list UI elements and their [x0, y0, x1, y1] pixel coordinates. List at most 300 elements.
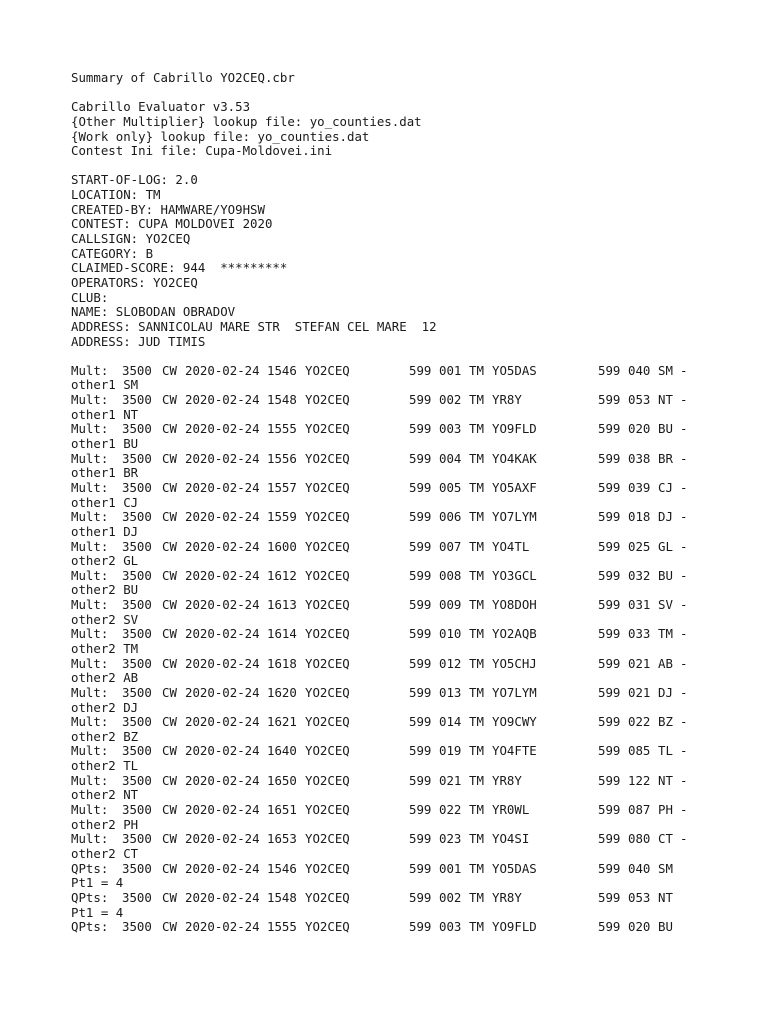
qso-detail: other2 BZ — [71, 728, 139, 744]
qso-detail: other1 NT — [71, 406, 139, 422]
qso-time: 1651 — [267, 802, 297, 818]
qso-time: 1548 — [267, 889, 297, 905]
sent-county: TM — [469, 626, 484, 642]
sent-rst: 599 — [409, 802, 432, 818]
entry-label: Mult: — [71, 538, 109, 554]
sent-call: YO2CEQ — [305, 919, 350, 935]
received-rst: 599 — [598, 450, 621, 466]
qso-row — [71, 481, 751, 496]
header-line: CATEGORY: B — [71, 245, 154, 261]
received-county: NT — [658, 772, 673, 788]
qso-row — [71, 920, 751, 935]
header-line: LOCATION: TM — [71, 187, 161, 203]
sent-county: TM — [469, 684, 484, 700]
separator-dash: - — [680, 743, 688, 759]
received-rst: 599 — [598, 509, 621, 525]
received-number: 033 — [628, 626, 651, 642]
received-county: DJ — [658, 684, 673, 700]
entry-label: Mult: — [71, 479, 109, 495]
qso-detail: other2 AB — [71, 670, 139, 686]
received-county: BU — [658, 919, 673, 935]
mode: CW — [162, 684, 177, 700]
sent-call: YO2CEQ — [305, 860, 350, 876]
sent-county: TM — [469, 479, 484, 495]
sent-call: YO2CEQ — [305, 684, 350, 700]
sent-call: YO2CEQ — [305, 655, 350, 671]
qso-detail: other1 BU — [71, 436, 139, 452]
frequency: 3500 — [122, 362, 152, 378]
received-number: 022 — [628, 714, 651, 730]
received-call: YO4TL — [492, 538, 530, 554]
received-rst: 599 — [598, 919, 621, 935]
qso-time: 1612 — [267, 567, 297, 583]
sent-rst: 599 — [409, 655, 432, 671]
separator-dash: - — [680, 392, 688, 408]
mode: CW — [162, 450, 177, 466]
mode: CW — [162, 743, 177, 759]
received-number: 080 — [628, 831, 651, 847]
sent-call: YO2CEQ — [305, 597, 350, 613]
sent-call: YO2CEQ — [305, 714, 350, 730]
qso-row — [71, 364, 751, 379]
received-rst: 599 — [598, 889, 621, 905]
entry-label: Mult: — [71, 684, 109, 700]
received-rst: 599 — [598, 802, 621, 818]
sent-county: TM — [469, 421, 484, 437]
received-call: YR8Y — [492, 392, 522, 408]
sent-rst: 599 — [409, 743, 432, 759]
qso-time: 1555 — [267, 421, 297, 437]
frequency: 3500 — [122, 655, 152, 671]
received-county: SV — [658, 597, 673, 613]
separator-dash: - — [680, 684, 688, 700]
header-line: NAME: SLOBODAN OBRADOV — [71, 304, 236, 320]
qso-row — [71, 627, 751, 642]
sent-number: 002 — [439, 889, 462, 905]
received-call: YO4FTE — [492, 743, 537, 759]
mode: CW — [162, 597, 177, 613]
spacer — [71, 349, 751, 364]
qso-time: 1600 — [267, 538, 297, 554]
sent-number: 003 — [439, 919, 462, 935]
qso-row — [71, 774, 751, 789]
qso-time: 1640 — [267, 743, 297, 759]
sent-call: YO2CEQ — [305, 831, 350, 847]
entry-label: Mult: — [71, 714, 109, 730]
received-call: YO8DOH — [492, 597, 537, 613]
sent-rst: 599 — [409, 362, 432, 378]
entry-label: QPts: — [71, 889, 109, 905]
received-rst: 599 — [598, 567, 621, 583]
mode: CW — [162, 714, 177, 730]
entry-label: Mult: — [71, 567, 109, 583]
sent-call: YO2CEQ — [305, 392, 350, 408]
header-line: START-OF-LOG: 2.0 — [71, 172, 198, 188]
frequency: 3500 — [122, 831, 152, 847]
mode: CW — [162, 538, 177, 554]
received-number: 020 — [628, 421, 651, 437]
header-line: OPERATORS: YO2CEQ — [71, 274, 198, 290]
spacer — [71, 159, 751, 174]
received-county: BZ — [658, 714, 673, 730]
qso-time: 1614 — [267, 626, 297, 642]
received-call: YO5AXF — [492, 479, 537, 495]
mode: CW — [162, 860, 177, 876]
frequency: 3500 — [122, 889, 152, 905]
frequency: 3500 — [122, 772, 152, 788]
qso-date: 2020-02-24 — [185, 392, 260, 408]
info-line: {Work only} lookup file: yo_counties.dat — [71, 128, 370, 144]
qso-row — [71, 422, 751, 437]
mode: CW — [162, 567, 177, 583]
header-line: CLUB: — [71, 289, 109, 305]
qso-detail: other2 TM — [71, 640, 139, 656]
separator-dash: - — [680, 567, 688, 583]
header-line: CONTEST: CUPA MOLDOVEI 2020 — [71, 216, 273, 232]
mode: CW — [162, 802, 177, 818]
qso-row — [71, 862, 751, 877]
received-call: YO5CHJ — [492, 655, 537, 671]
qso-detail: other2 CT — [71, 845, 139, 861]
qso-row — [71, 510, 751, 525]
separator-dash: - — [680, 509, 688, 525]
separator-dash: - — [680, 597, 688, 613]
frequency: 3500 — [122, 714, 152, 730]
qso-row — [71, 393, 751, 408]
separator-dash: - — [680, 421, 688, 437]
received-number: 031 — [628, 597, 651, 613]
header-line: ADDRESS: JUD TIMIS — [71, 333, 206, 349]
separator-dash: - — [680, 831, 688, 847]
qso-date: 2020-02-24 — [185, 743, 260, 759]
qso-time: 1621 — [267, 714, 297, 730]
entry-label: Mult: — [71, 831, 109, 847]
qso-row — [71, 657, 751, 672]
qso-time: 1546 — [267, 362, 297, 378]
received-call: YO5DAS — [492, 362, 537, 378]
mode: CW — [162, 392, 177, 408]
sent-county: TM — [469, 538, 484, 554]
received-county: AB — [658, 655, 673, 671]
evaluator-info — [71, 100, 751, 159]
sent-county: TM — [469, 743, 484, 759]
qso-row — [71, 540, 751, 555]
sent-rst: 599 — [409, 479, 432, 495]
entry-label: QPts: — [71, 860, 109, 876]
frequency: 3500 — [122, 860, 152, 876]
received-rst: 599 — [598, 714, 621, 730]
mode: CW — [162, 831, 177, 847]
received-county: SM — [658, 362, 673, 378]
sent-county: TM — [469, 772, 484, 788]
qso-row — [71, 569, 751, 584]
received-number: 053 — [628, 889, 651, 905]
header-line: CREATED-BY: HAMWARE/YO9HSW — [71, 201, 265, 217]
received-number: 122 — [628, 772, 651, 788]
sent-rst: 599 — [409, 860, 432, 876]
sent-county: TM — [469, 597, 484, 613]
entry-label: Mult: — [71, 802, 109, 818]
received-county: SM — [658, 860, 673, 876]
received-county: CJ — [658, 479, 673, 495]
entry-label: Mult: — [71, 743, 109, 759]
qso-time: 1620 — [267, 684, 297, 700]
sent-call: YO2CEQ — [305, 802, 350, 818]
qso-date: 2020-02-24 — [185, 362, 260, 378]
received-rst: 599 — [598, 362, 621, 378]
qso-date: 2020-02-24 — [185, 567, 260, 583]
entry-label: Mult: — [71, 772, 109, 788]
entry-label: Mult: — [71, 450, 109, 466]
received-rst: 599 — [598, 538, 621, 554]
qso-detail: other1 SM — [71, 377, 139, 393]
received-rst: 599 — [598, 684, 621, 700]
sent-rst: 599 — [409, 450, 432, 466]
sent-county: TM — [469, 714, 484, 730]
received-call: YO7LYM — [492, 684, 537, 700]
qso-detail: other2 TL — [71, 758, 139, 774]
received-county: NT — [658, 392, 673, 408]
qso-detail: other1 BR — [71, 465, 139, 481]
received-number: 039 — [628, 479, 651, 495]
entry-label: Mult: — [71, 421, 109, 437]
info-line: {Other Multiplier} lookup file: yo_counties.dat — [71, 113, 422, 129]
received-rst: 599 — [598, 655, 621, 671]
sent-rst: 599 — [409, 597, 432, 613]
qso-row — [71, 715, 751, 730]
sent-rst: 599 — [409, 392, 432, 408]
sent-call: YO2CEQ — [305, 889, 350, 905]
sent-call: YO2CEQ — [305, 362, 350, 378]
sent-number: 013 — [439, 684, 462, 700]
entry-label: QPts: — [71, 919, 109, 935]
mode: CW — [162, 655, 177, 671]
entry-label: Mult: — [71, 509, 109, 525]
received-number: 085 — [628, 743, 651, 759]
sent-call: YO2CEQ — [305, 567, 350, 583]
received-county: BU — [658, 421, 673, 437]
received-rst: 599 — [598, 831, 621, 847]
sent-number: 001 — [439, 362, 462, 378]
frequency: 3500 — [122, 919, 152, 935]
received-number: 053 — [628, 392, 651, 408]
separator-dash: - — [680, 655, 688, 671]
sent-rst: 599 — [409, 831, 432, 847]
received-county: TM — [658, 626, 673, 642]
sent-number: 010 — [439, 626, 462, 642]
qso-time: 1559 — [267, 509, 297, 525]
sent-rst: 599 — [409, 509, 432, 525]
qso-date: 2020-02-24 — [185, 919, 260, 935]
frequency: 3500 — [122, 538, 152, 554]
qso-row — [71, 744, 751, 759]
received-rst: 599 — [598, 860, 621, 876]
received-number: 087 — [628, 802, 651, 818]
qso-date: 2020-02-24 — [185, 655, 260, 671]
qso-date: 2020-02-24 — [185, 538, 260, 554]
qso-detail: other1 CJ — [71, 494, 139, 510]
entry-label: Mult: — [71, 597, 109, 613]
sent-county: TM — [469, 509, 484, 525]
sent-number: 023 — [439, 831, 462, 847]
received-rst: 599 — [598, 479, 621, 495]
received-county: PH — [658, 802, 673, 818]
sent-call: YO2CEQ — [305, 743, 350, 759]
mode: CW — [162, 772, 177, 788]
received-number: 032 — [628, 567, 651, 583]
received-number: 021 — [628, 684, 651, 700]
qso-time: 1555 — [267, 919, 297, 935]
received-call: YO5DAS — [492, 860, 537, 876]
frequency: 3500 — [122, 421, 152, 437]
sent-number: 003 — [439, 421, 462, 437]
received-county: BR — [658, 450, 673, 466]
qso-time: 1557 — [267, 479, 297, 495]
sent-rst: 599 — [409, 421, 432, 437]
qso-detail: other2 SV — [71, 611, 139, 627]
qso-time: 1548 — [267, 392, 297, 408]
qso-date: 2020-02-24 — [185, 450, 260, 466]
qso-date: 2020-02-24 — [185, 597, 260, 613]
qso-time: 1650 — [267, 772, 297, 788]
sent-call: YO2CEQ — [305, 538, 350, 554]
received-call: YR0WL — [492, 802, 530, 818]
qso-date: 2020-02-24 — [185, 479, 260, 495]
sent-county: TM — [469, 655, 484, 671]
sent-number: 012 — [439, 655, 462, 671]
frequency: 3500 — [122, 626, 152, 642]
received-call: YO9FLD — [492, 421, 537, 437]
qso-date: 2020-02-24 — [185, 802, 260, 818]
sent-rst: 599 — [409, 772, 432, 788]
sent-rst: 599 — [409, 684, 432, 700]
log-header — [71, 173, 751, 349]
received-number: 018 — [628, 509, 651, 525]
received-call: YO2AQB — [492, 626, 537, 642]
frequency: 3500 — [122, 684, 152, 700]
qso-detail: Pt1 = 4 — [71, 904, 124, 920]
frequency: 3500 — [122, 567, 152, 583]
header-line: ADDRESS: SANNICOLAU MARE STR STEFAN CEL MARE 12 — [71, 318, 437, 334]
sent-county: TM — [469, 567, 484, 583]
sent-call: YO2CEQ — [305, 626, 350, 642]
qso-time: 1613 — [267, 597, 297, 613]
separator-dash: - — [680, 450, 688, 466]
mode: CW — [162, 421, 177, 437]
qso-detail: other2 NT — [71, 787, 139, 803]
qso-detail: other1 DJ — [71, 523, 139, 539]
frequency: 3500 — [122, 802, 152, 818]
received-call: YO3GCL — [492, 567, 537, 583]
qso-date: 2020-02-24 — [185, 714, 260, 730]
qso-date: 2020-02-24 — [185, 509, 260, 525]
received-call: YO9FLD — [492, 919, 537, 935]
qso-date: 2020-02-24 — [185, 860, 260, 876]
qso-detail: other2 PH — [71, 816, 139, 832]
received-number: 040 — [628, 860, 651, 876]
sent-rst: 599 — [409, 626, 432, 642]
sent-county: TM — [469, 889, 484, 905]
qso-row — [71, 891, 751, 906]
received-rst: 599 — [598, 421, 621, 437]
sent-county: TM — [469, 362, 484, 378]
received-rst: 599 — [598, 743, 621, 759]
frequency: 3500 — [122, 450, 152, 466]
received-rst: 599 — [598, 772, 621, 788]
frequency: 3500 — [122, 392, 152, 408]
qso-date: 2020-02-24 — [185, 889, 260, 905]
sent-county: TM — [469, 450, 484, 466]
entry-label: Mult: — [71, 655, 109, 671]
received-number: 040 — [628, 362, 651, 378]
received-rst: 599 — [598, 626, 621, 642]
received-county: TL — [658, 743, 673, 759]
qso-row — [71, 598, 751, 613]
received-number: 020 — [628, 919, 651, 935]
sent-call: YO2CEQ — [305, 772, 350, 788]
frequency: 3500 — [122, 743, 152, 759]
sent-number: 002 — [439, 392, 462, 408]
frequency: 3500 — [122, 597, 152, 613]
separator-dash: - — [680, 772, 688, 788]
sent-number: 006 — [439, 509, 462, 525]
received-call: YO7LYM — [492, 509, 537, 525]
sent-call: YO2CEQ — [305, 421, 350, 437]
qso-row — [71, 803, 751, 818]
received-county: DJ — [658, 509, 673, 525]
received-county: BU — [658, 567, 673, 583]
qso-row — [71, 686, 751, 701]
sent-rst: 599 — [409, 714, 432, 730]
qso-date: 2020-02-24 — [185, 626, 260, 642]
qso-date: 2020-02-24 — [185, 684, 260, 700]
entry-label: Mult: — [71, 392, 109, 408]
sent-number: 019 — [439, 743, 462, 759]
received-call: YR8Y — [492, 772, 522, 788]
separator-dash: - — [680, 479, 688, 495]
sent-number: 009 — [439, 597, 462, 613]
qso-date: 2020-02-24 — [185, 831, 260, 847]
qso-detail: other2 DJ — [71, 699, 139, 715]
sent-rst: 599 — [409, 889, 432, 905]
sent-county: TM — [469, 392, 484, 408]
separator-dash: - — [680, 714, 688, 730]
received-county: NT — [658, 889, 673, 905]
received-call: YR8Y — [492, 889, 522, 905]
sent-county: TM — [469, 919, 484, 935]
frequency: 3500 — [122, 509, 152, 525]
qso-date: 2020-02-24 — [185, 421, 260, 437]
entry-label: Mult: — [71, 626, 109, 642]
received-number: 038 — [628, 450, 651, 466]
sent-rst: 599 — [409, 567, 432, 583]
received-county: CT — [658, 831, 673, 847]
received-rst: 599 — [598, 392, 621, 408]
received-call: YO4SI — [492, 831, 530, 847]
qso-time: 1618 — [267, 655, 297, 671]
mode: CW — [162, 919, 177, 935]
sent-number: 001 — [439, 860, 462, 876]
received-number: 025 — [628, 538, 651, 554]
frequency: 3500 — [122, 479, 152, 495]
summary-document — [71, 71, 751, 935]
mode: CW — [162, 626, 177, 642]
separator-dash: - — [680, 538, 688, 554]
sent-call: YO2CEQ — [305, 450, 350, 466]
sent-county: TM — [469, 831, 484, 847]
header-line: CALLSIGN: YO2CEQ — [71, 231, 191, 247]
qso-entries — [71, 364, 751, 935]
